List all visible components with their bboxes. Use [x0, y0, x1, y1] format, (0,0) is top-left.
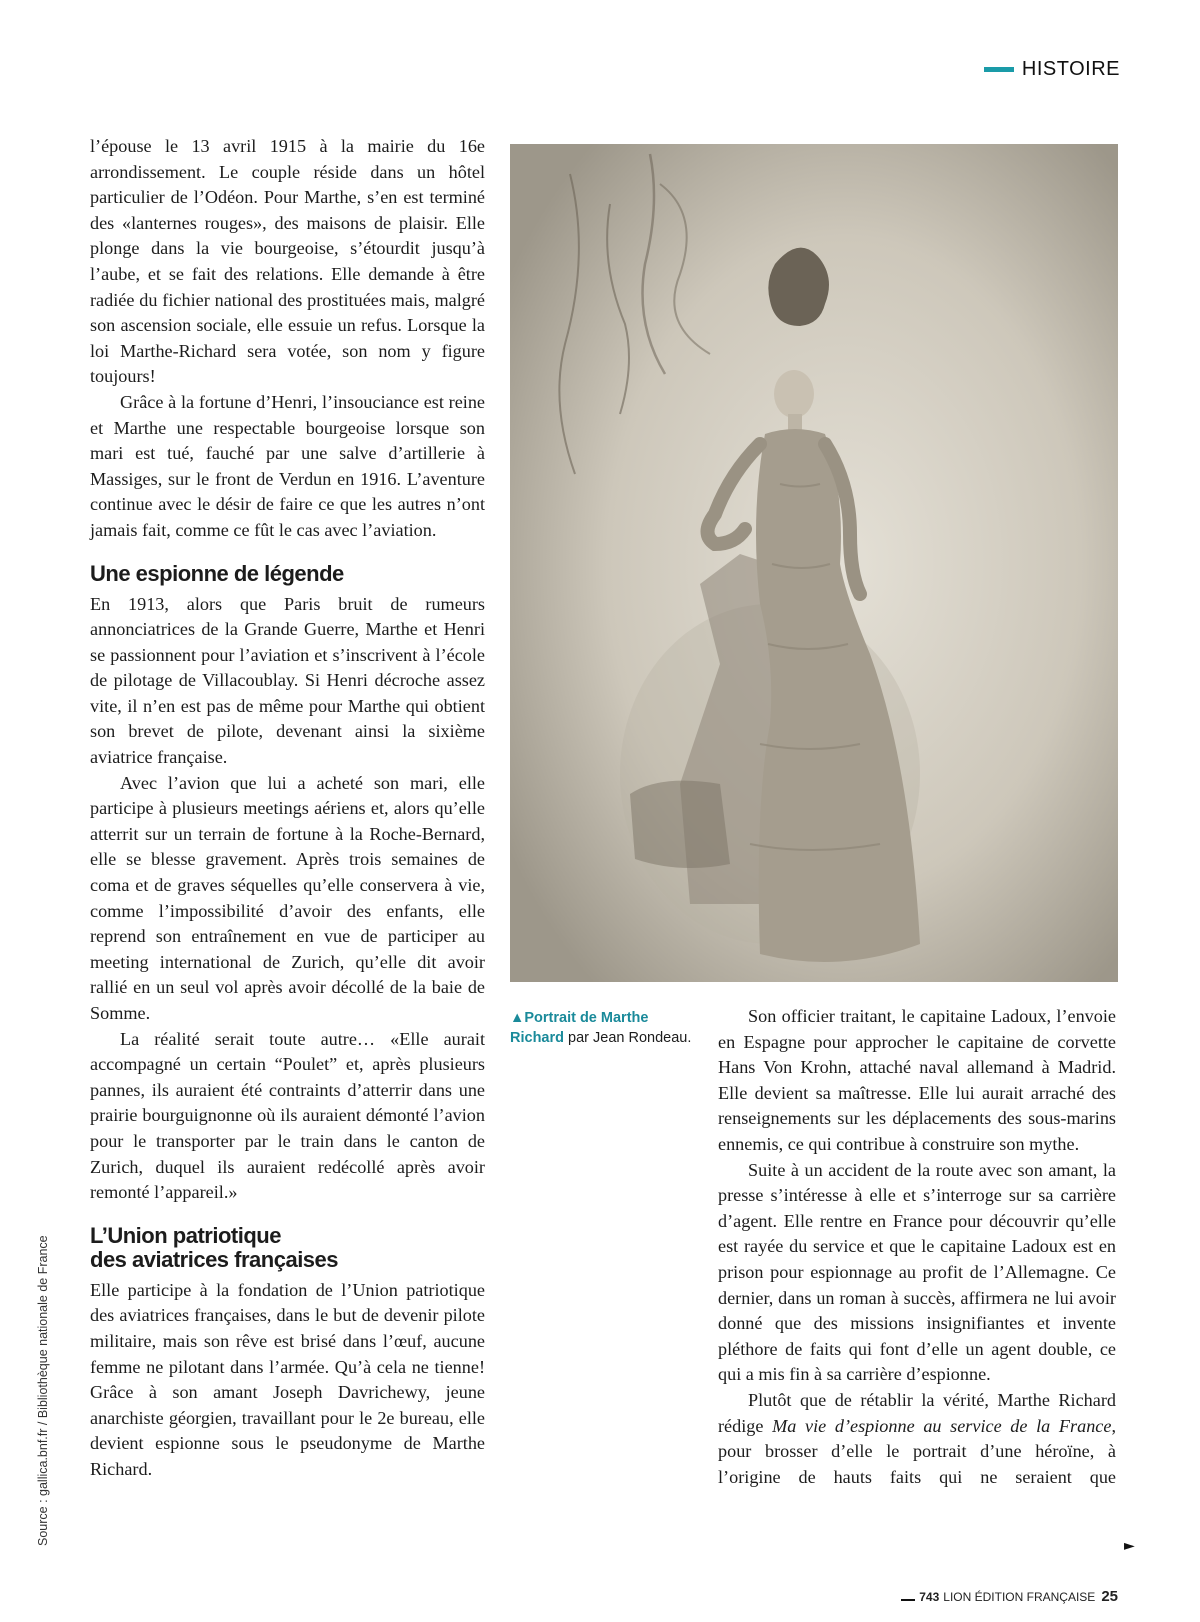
- section-title: HISTOIRE: [1021, 58, 1120, 80]
- paragraph: Suite à un accident de la route avec son amant, la presse s’intéresse à elle et s’interroge sur sa carrière d’agent. Elle rentre en France pour découvrir qu’elle est rayée du service et que le capitaine Ladoux est en prison pour espionnage au profit de l’Allemagne. Ce dernier, dans un roman à succès, affirmera ne lui avoir donné que des missions insignifiantes et invente pléthore de faits qui font d’elle un agent double, ce qui a mis fin à sa carrière d’espionne.: [718, 1159, 1116, 1385]
- paragraph: La réalité serait toute autre… «Elle aurait accompagné un certain “Poulet” et, après plusieurs pannes, ils auraient été contraints d’atterrir dans une prairie bourguignonne où ils auraient démonté l’avion pour le transporter par le train dans le canton de Zurich, duquel ils auraient redécollé après avoir remonté l’appareil.»: [90, 1028, 485, 1203]
- paragraph: Grâce à la fortune d’Henri, l’insouciance est reine et Marthe une respectable bourgeoise lorsque son mari est tué, fauché par une salve d’artillerie à Massiges, sur le front de Verdun en 1916. L’aventure continue avec le désir de faire ce que les autres n’ont jamais fait, comme ce fût le cas avec l’aviation.: [90, 391, 485, 540]
- page-footer: [901, 1588, 1118, 1605]
- paragraph-last: [718, 1388, 1116, 1490]
- caption-title: Portrait de Marthe Richard: [510, 1010, 649, 1046]
- portrait-photo: [510, 144, 1118, 982]
- right-column: [718, 1004, 1116, 1490]
- issue-number: 743: [919, 1590, 940, 1604]
- subheading-union-line2: des aviatrices françaises: [90, 1246, 339, 1272]
- subheading-union: [90, 1224, 485, 1272]
- section-tag: [984, 58, 1120, 81]
- subheading-union-line1: L’Union patriotique: [90, 1222, 281, 1248]
- paragraph: Elle participe à la fondation de l’Union patriotique des aviatrices françaises, dans le but de devenir pilote militaire, mais son rêve est brisé dans l’œuf, aucune femme ne pilotant dans l’armée. Qu’à cela ne tienne! Grâce à son amant Joseph Davrichewy, jeune anarchiste géorgien, travaillant pour le 2e bureau, elle devient espionne sous le pseudonyme de Marthe Richard.: [90, 1279, 485, 1479]
- continue-arrow-icon: ►: [1124, 1538, 1135, 1554]
- left-column: [90, 134, 485, 1483]
- paragraph: Avec l’avion que lui a acheté son mari, elle participe à plusieurs meetings aériens et, alors qu’elle atterrit sur un terrain de fortune à la Roche-Bernard, elle se blesse gravement. Après trois semaines de coma et de graves séquelles qu’elle conservera à vie, comme l’impossibilité d’avoir des enfants, elle reprend son entraînement en vue de participer au meeting international de Zurich, qu’elle dit avoir rallié en un seul vol après avoir décollé de la baie de Somme.: [90, 772, 485, 1023]
- publication-name: LION ÉDITION FRANÇAISE: [943, 1590, 1096, 1604]
- caption-marker: ▲: [510, 1010, 525, 1026]
- paragraph: l’épouse le 13 avril 1915 à la mairie du 16e arrondissement. Le couple réside dans un hôtel particulier de l’Odéon. Pour Marthe, s’en est terminé des «lanternes rouges», des maisons de plaisir. Elle plonge dans la vie bourgeoise, s’étourdit jusqu’à l’aube, et se fait des relations. Elle demande à être radiée du fichier national des prostituées mais, malgré son ascension sociale, elle essuie un refus. Lorsque la loi Marthe-Richard sera votée, son nom y figure toujours!: [90, 136, 485, 387]
- section-accent-bar: [984, 67, 1014, 72]
- paragraph-last-end: , pour brosser d’elle le portrait d’une héroïne, à l’origine de hauts faits qui ne seraient que: [718, 1415, 1116, 1487]
- paragraph-last-start: Plutôt que de rétablir la vérité, Marthe Richard rédige: [718, 1389, 1116, 1436]
- paragraph: Son officier traitant, le capitaine Ladoux, l’envoie en Espagne pour approcher le capitaine de corvette Hans Von Krohn, attaché naval allemand à Madrid. Elle devient sa maîtresse. Elle lui aurait arraché des renseignements sur les déplacements des sous-marins ennemis, ce qui contribue à construire son mythe.: [718, 1006, 1116, 1154]
- caption-credit: par Jean Rondeau.: [564, 1030, 692, 1046]
- page-number: 25: [1101, 1588, 1118, 1605]
- subheading-espionne: Une espionne de légende: [90, 560, 344, 586]
- portrait-illustration: [510, 144, 1118, 982]
- book-title: Ma vie d’espionne au service de la France: [772, 1415, 1112, 1436]
- paragraph: En 1913, alors que Paris bruit de rumeurs annonciatrices de la Grande Guerre, Marthe et Henri se passionnent pour l’aviation et s’inscrivent à l’école de pilotage de Villacoublay. Si Henri décroche assez vite, il n’en est pas de même pour Marthe qui obtient son brevet de pilote, devenant ainsi la sixième aviatrice française.: [90, 593, 485, 768]
- footer-dash: [901, 1599, 915, 1601]
- source-credit: Source : gallica.bnf.fr / Bibliothèque nationale de France: [36, 1235, 50, 1546]
- photo-caption: [510, 1008, 700, 1048]
